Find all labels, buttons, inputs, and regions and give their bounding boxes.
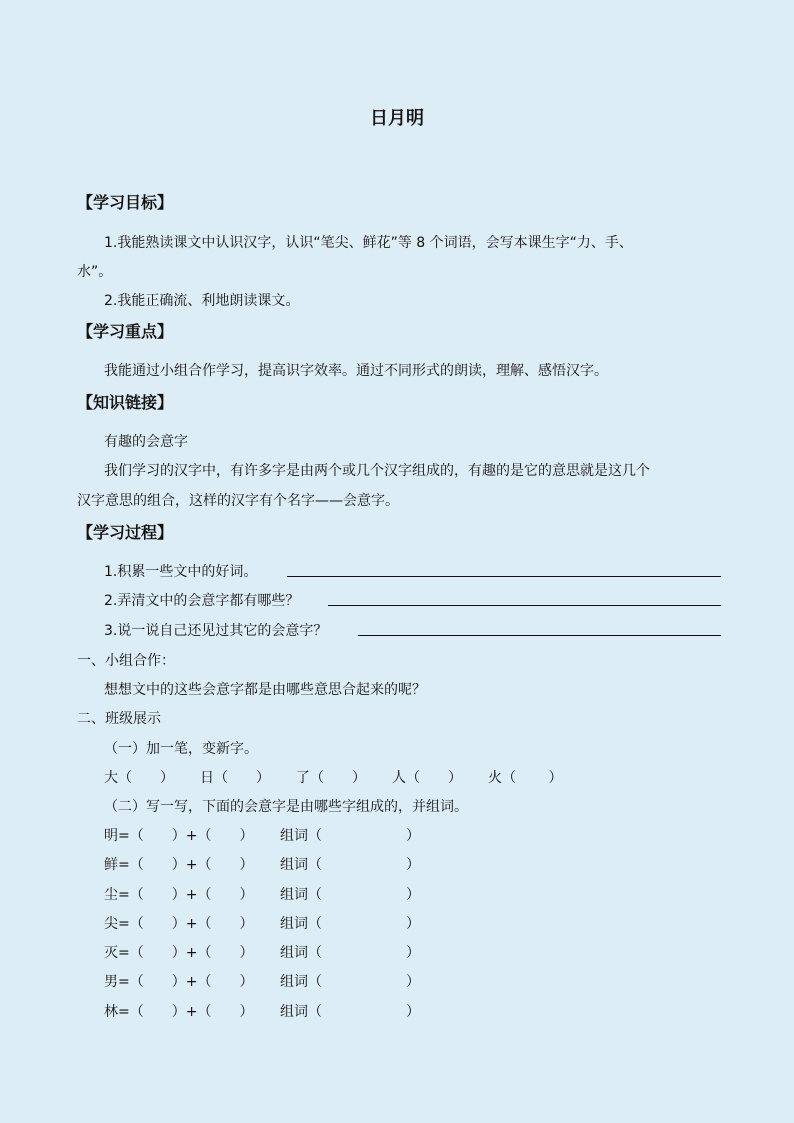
goal-item-1-cont: 水”。	[77, 264, 113, 280]
links-paragraph-cont: 汉字意思的组合，这样的汉字有个名字——会意字。	[77, 493, 399, 509]
focus-text: 我能通过小组合作学习，提高识字效率。通过不同形式的朗读，理解、感悟汉字。	[104, 363, 608, 379]
compose-row	[104, 913, 420, 933]
compose-word[interactable]: 组词（ ）	[280, 887, 420, 903]
compose-expr[interactable]: =（ ）+（ ）	[118, 974, 254, 990]
answer-line-1[interactable]	[287, 576, 721, 577]
add-stroke-item[interactable]: 人（ ）	[392, 770, 462, 786]
compose-word[interactable]: 组词（ ）	[280, 1004, 420, 1020]
compose-word[interactable]: 组词（ ）	[280, 945, 420, 961]
goal-item-2: 2.我能正确流、利地朗读课文。	[104, 293, 300, 309]
add-stroke-item[interactable]: 大（ ）	[104, 770, 174, 786]
compose-row	[104, 884, 420, 904]
process-q1-text: 1.积累一些文中的好词。	[104, 564, 258, 580]
compose-row	[104, 854, 420, 874]
compose-row	[104, 825, 420, 845]
links-subtitle: 有趣的会意字	[104, 434, 188, 450]
compose-word[interactable]: 组词（ ）	[280, 828, 420, 844]
compose-row	[104, 971, 420, 991]
compose-expr[interactable]: =（ ）+（ ）	[118, 945, 254, 961]
process-q3: 3.说一说自己还见过其它的会意字？	[104, 623, 328, 639]
compose-expr[interactable]: =（ ）+（ ）	[118, 857, 254, 873]
compose-expr[interactable]: =（ ）+（ ）	[118, 1004, 254, 1020]
part2-sub2: （二）写一写，下面的会意字是由哪些字组成的，并组词。	[104, 799, 468, 815]
compose-row	[104, 942, 420, 962]
add-stroke-item[interactable]: 日（ ）	[200, 770, 270, 786]
compose-char: 林	[104, 1004, 118, 1020]
compose-char: 明	[104, 828, 118, 844]
section-focus: 【学习重点】	[77, 322, 174, 341]
section-links: 【知识链接】	[77, 393, 174, 412]
compose-char: 鲜	[104, 857, 118, 873]
part1-text: 想想文中的这些会意字都是由哪些意思合起来的呢？	[104, 682, 426, 698]
add-stroke-item[interactable]: 火（ ）	[488, 770, 563, 786]
compose-expr[interactable]: =（ ）+（ ）	[118, 916, 254, 932]
compose-char: 灭	[104, 945, 118, 961]
compose-expr[interactable]: =（ ）+（ ）	[118, 828, 254, 844]
compose-word[interactable]: 组词（ ）	[280, 974, 420, 990]
compose-word[interactable]: 组词（ ）	[280, 857, 420, 873]
part1-heading: 一、小组合作：	[77, 653, 175, 669]
compose-char: 男	[104, 974, 118, 990]
links-paragraph: 我们学习的汉字中，有许多字是由两个或几个汉字组成的，有趣的是它的意思就是这几个	[104, 463, 650, 479]
compose-char: 尘	[104, 887, 118, 903]
section-process: 【学习过程】	[77, 523, 174, 542]
part2-heading: 二、班级展示	[77, 711, 161, 727]
add-stroke-item[interactable]: 了（ ）	[296, 770, 366, 786]
compose-word[interactable]: 组词（ ）	[280, 916, 420, 932]
part2-sub1: （一）加一笔，变新字。	[104, 741, 258, 757]
section-goals: 【学习目标】	[77, 193, 174, 212]
page-title: 日月明	[370, 108, 424, 129]
answer-line-3[interactable]	[358, 635, 721, 636]
process-q2: 2.弄清文中的会意字都有哪些？	[104, 593, 300, 609]
process-q1	[104, 561, 257, 581]
compose-row	[104, 1001, 420, 1021]
answer-line-2[interactable]	[328, 605, 721, 606]
compose-expr[interactable]: =（ ）+（ ）	[118, 887, 254, 903]
compose-char: 尖	[104, 916, 118, 932]
goal-item-1: 1.我能熟读课文中认识汉字，认识“笔尖、鲜花”等 8 个词语，会写本课生字“力、手、	[104, 235, 633, 251]
